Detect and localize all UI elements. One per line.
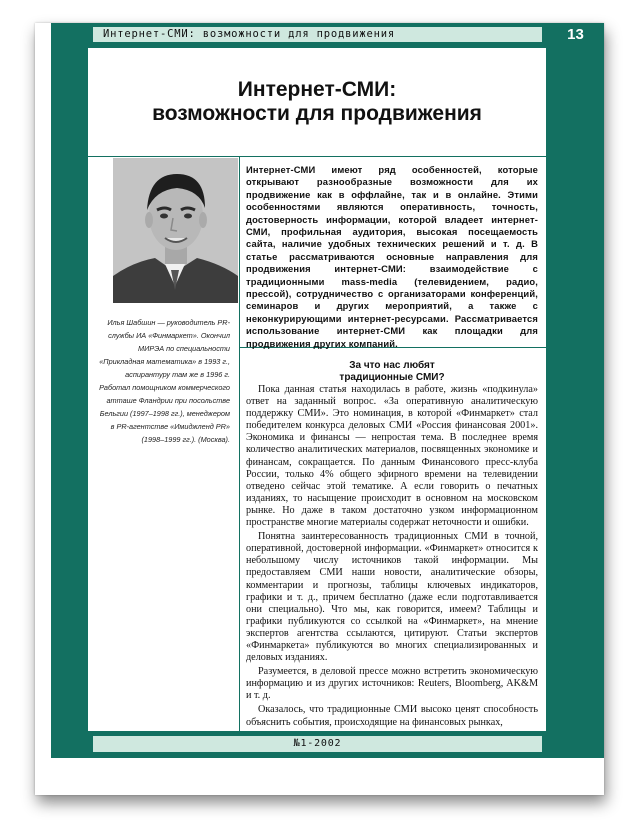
body-paragraph: Разумеется, в деловой прессе можно встретить экономическую информацию и из других источников: Reuters, Bloomberg, AK&M и т. д. xyxy=(246,666,538,702)
body-paragraph: Пока данная статья находилась в работе, жизнь «подкинула» ответ на заданный вопрос. «За оперативную аналитическую поддержку СМИ». Это номинация, в которой «Финмаркет» стал победителем конкурса деловых СМИ «Россия финансовая 2001». Экономика и финансы — непростая тема. В последнее время количество аналитических материалов, посвященных экономике и финансам, сокращается. По данным Финансового пресс-клуба России, только 4% общего эфирного времени на телевидении отведено сейчас этой тематике. А если говорить о печатных изданиях, то насыщение происходит в основном на московском рынке. Но даже в таком достаточно узком информационном пространстве многие материалы содержат неточности и ошибки. xyxy=(246,384,538,529)
page-number: 13 xyxy=(567,26,584,43)
page-frame-left xyxy=(51,23,87,758)
article-title-line-1: Интернет-СМИ: xyxy=(237,78,397,101)
body-paragraph: Понятна заинтересованность традиционных СМИ в точной, оперативной, достоверной информации. «Финмаркет» относится к небольшому числу источников такой информации. Мы предоставляем СМИ наши новости, аналитические обзоры, комментарии и прогнозы, таблицы ключевых индикаторов, графики и т. д., причем бесплатно (даже если подготавливается они специально). Что мы, как говорится, имеем? Таблицы и графики публикуются со ссылкой на «Финмаркет», на мнение экспертов агентства ссылаются, цитируют. Статьи экспертов «Финмаркета» публикуются во многих специализированных и деловых изданиях. xyxy=(246,531,538,664)
article-body xyxy=(246,384,538,731)
running-header: Интернет-СМИ: возможности для продвижения xyxy=(93,27,542,42)
page-frame-right xyxy=(547,23,604,758)
issue-footer: №1-2002 xyxy=(93,736,542,752)
column-divider xyxy=(239,156,240,732)
divider-below-title xyxy=(87,156,547,157)
article-title-line-2: возможности для продвижения xyxy=(152,102,482,125)
body-paragraph: Оказалось, что традиционные СМИ высоко ценят способность объяснить события, происходящие на финансовых рынках, xyxy=(246,704,538,728)
section-heading-line-1: За что нас любят xyxy=(349,360,435,371)
section-heading xyxy=(246,360,538,384)
article-title xyxy=(87,78,547,126)
author-caption: Илья Шабшин — руководитель PR-службы ИА «Финмаркет». Окончил МИРЭА по специальности «Прикладная математика» в 1993 г., аспирантуру там же в 1996 г. Работал помощником коммерческого атташе Фландрии при посольстве Бельгии (1997–1998 гг.), менеджером в PR-агентстве «Имиджленд PR» (1998–1999 гг.). (Москва). xyxy=(99,318,230,444)
section-heading-line-2: традиционные СМИ? xyxy=(339,372,445,383)
author-photo xyxy=(113,158,238,303)
article-lead: Интернет-СМИ имеют ряд особенностей, которые открывают разнообразные возможности для их продвижение как в оффлайне, так и в онлайне. Этими особенностями являются оперативность, точность, достоверность информации, которой владеет интернет-СМИ, профильная аудитория, высокая посещаемость сайта, наличие удобных технических решений и т. д. В статье рассматриваются основные направления для продвижения интернет-СМИ: взаимодействие с традиционными mass-media (телевидением, радио, прессой), сотрудничество с организаторами конференций, семинаров и других мероприятий, а также с неконкурирующими интернет-ресурсами. Рассматривается использование интернет-СМИ как площадки для продвижения других компаний. xyxy=(246,164,538,349)
